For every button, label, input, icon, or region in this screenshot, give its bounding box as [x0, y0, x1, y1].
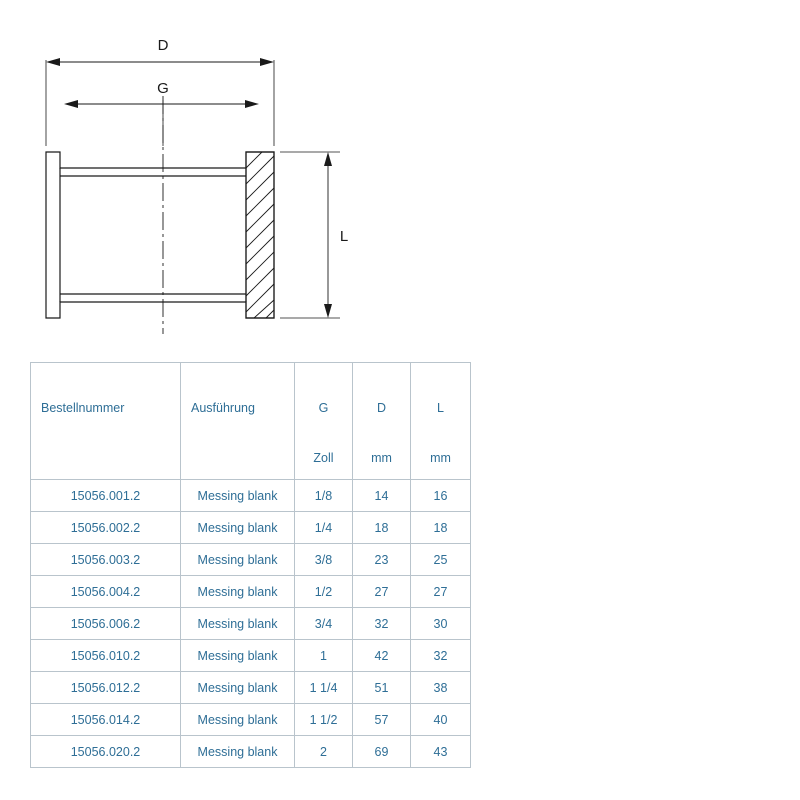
cell-order: 15056.014.2 [31, 704, 181, 736]
cell-g: 1 1/4 [295, 672, 353, 704]
table-header-row [31, 363, 471, 480]
arrow-g-left [64, 100, 78, 108]
cell-d: 18 [353, 512, 411, 544]
table-row[interactable] [31, 608, 471, 640]
table-row[interactable] [31, 704, 471, 736]
cell-l: 40 [411, 704, 471, 736]
dimension-label-l: L [339, 228, 349, 245]
cell-d: 32 [353, 608, 411, 640]
cell-exec: Messing blank [181, 608, 295, 640]
cell-l: 38 [411, 672, 471, 704]
table-body [31, 480, 471, 768]
cell-exec: Messing blank [181, 512, 295, 544]
column-header-d-label: D [376, 401, 387, 415]
column-header-d-unit: mm [371, 451, 392, 465]
column-header-order-label: Bestellnummer [41, 401, 125, 415]
cell-exec: Messing blank [181, 576, 295, 608]
table-row[interactable] [31, 512, 471, 544]
cell-exec: Messing blank [181, 480, 295, 512]
spec-table [30, 362, 471, 768]
cell-g: 3/4 [295, 608, 353, 640]
table-head [31, 363, 471, 480]
cell-order: 15056.020.2 [31, 736, 181, 768]
cell-d: 27 [353, 576, 411, 608]
column-header-l-unit: mm [430, 451, 451, 465]
dimension-label-g: G [157, 80, 169, 97]
column-header-order [31, 363, 181, 480]
column-header-exec-label: Ausführung [191, 401, 255, 415]
cell-l: 18 [411, 512, 471, 544]
arrow-l-bottom [324, 304, 332, 318]
cell-d: 42 [353, 640, 411, 672]
cell-g: 1 1/2 [295, 704, 353, 736]
table-row[interactable] [31, 544, 471, 576]
cell-order: 15056.003.2 [31, 544, 181, 576]
cell-l: 25 [411, 544, 471, 576]
cell-l: 43 [411, 736, 471, 768]
column-header-l-label: L [437, 401, 444, 415]
spec-table-container [30, 362, 470, 768]
arrow-l-top [324, 152, 332, 166]
dimension-label-d: D [157, 37, 169, 54]
cell-order: 15056.002.2 [31, 512, 181, 544]
table-row[interactable] [31, 672, 471, 704]
arrow-d-left [46, 58, 60, 66]
table-row[interactable] [31, 640, 471, 672]
arrow-g-right [245, 100, 259, 108]
fitting-drawing-svg [0, 0, 800, 350]
table-row[interactable] [31, 736, 471, 768]
section-flange [246, 152, 274, 318]
arrow-d-right [260, 58, 274, 66]
cell-order: 15056.006.2 [31, 608, 181, 640]
cell-exec: Messing blank [181, 640, 295, 672]
cell-g: 1/8 [295, 480, 353, 512]
cell-exec: Messing blank [181, 544, 295, 576]
cell-l: 30 [411, 608, 471, 640]
column-header-g-unit: Zoll [313, 451, 334, 465]
cell-l: 16 [411, 480, 471, 512]
cell-exec: Messing blank [181, 704, 295, 736]
cell-d: 23 [353, 544, 411, 576]
cell-l: 27 [411, 576, 471, 608]
cell-exec: Messing blank [181, 736, 295, 768]
cell-g: 1/2 [295, 576, 353, 608]
cell-g: 1/4 [295, 512, 353, 544]
cell-d: 51 [353, 672, 411, 704]
cell-d: 69 [353, 736, 411, 768]
table-row[interactable] [31, 576, 471, 608]
cell-order: 15056.004.2 [31, 576, 181, 608]
cell-d: 57 [353, 704, 411, 736]
column-header-d [353, 363, 411, 480]
table-row[interactable] [31, 480, 471, 512]
technical-drawing [0, 0, 800, 350]
cell-d: 14 [353, 480, 411, 512]
cell-order: 15056.010.2 [31, 640, 181, 672]
cell-exec: Messing blank [181, 672, 295, 704]
cell-order: 15056.012.2 [31, 672, 181, 704]
column-header-l [411, 363, 471, 480]
body-outline [46, 152, 274, 318]
cell-g: 2 [295, 736, 353, 768]
column-header-g-label: G [318, 401, 329, 415]
column-header-g [295, 363, 353, 480]
cell-g: 3/8 [295, 544, 353, 576]
cell-l: 32 [411, 640, 471, 672]
cell-order: 15056.001.2 [31, 480, 181, 512]
column-header-exec [181, 363, 295, 480]
section-hatching [246, 152, 274, 318]
cell-g: 1 [295, 640, 353, 672]
